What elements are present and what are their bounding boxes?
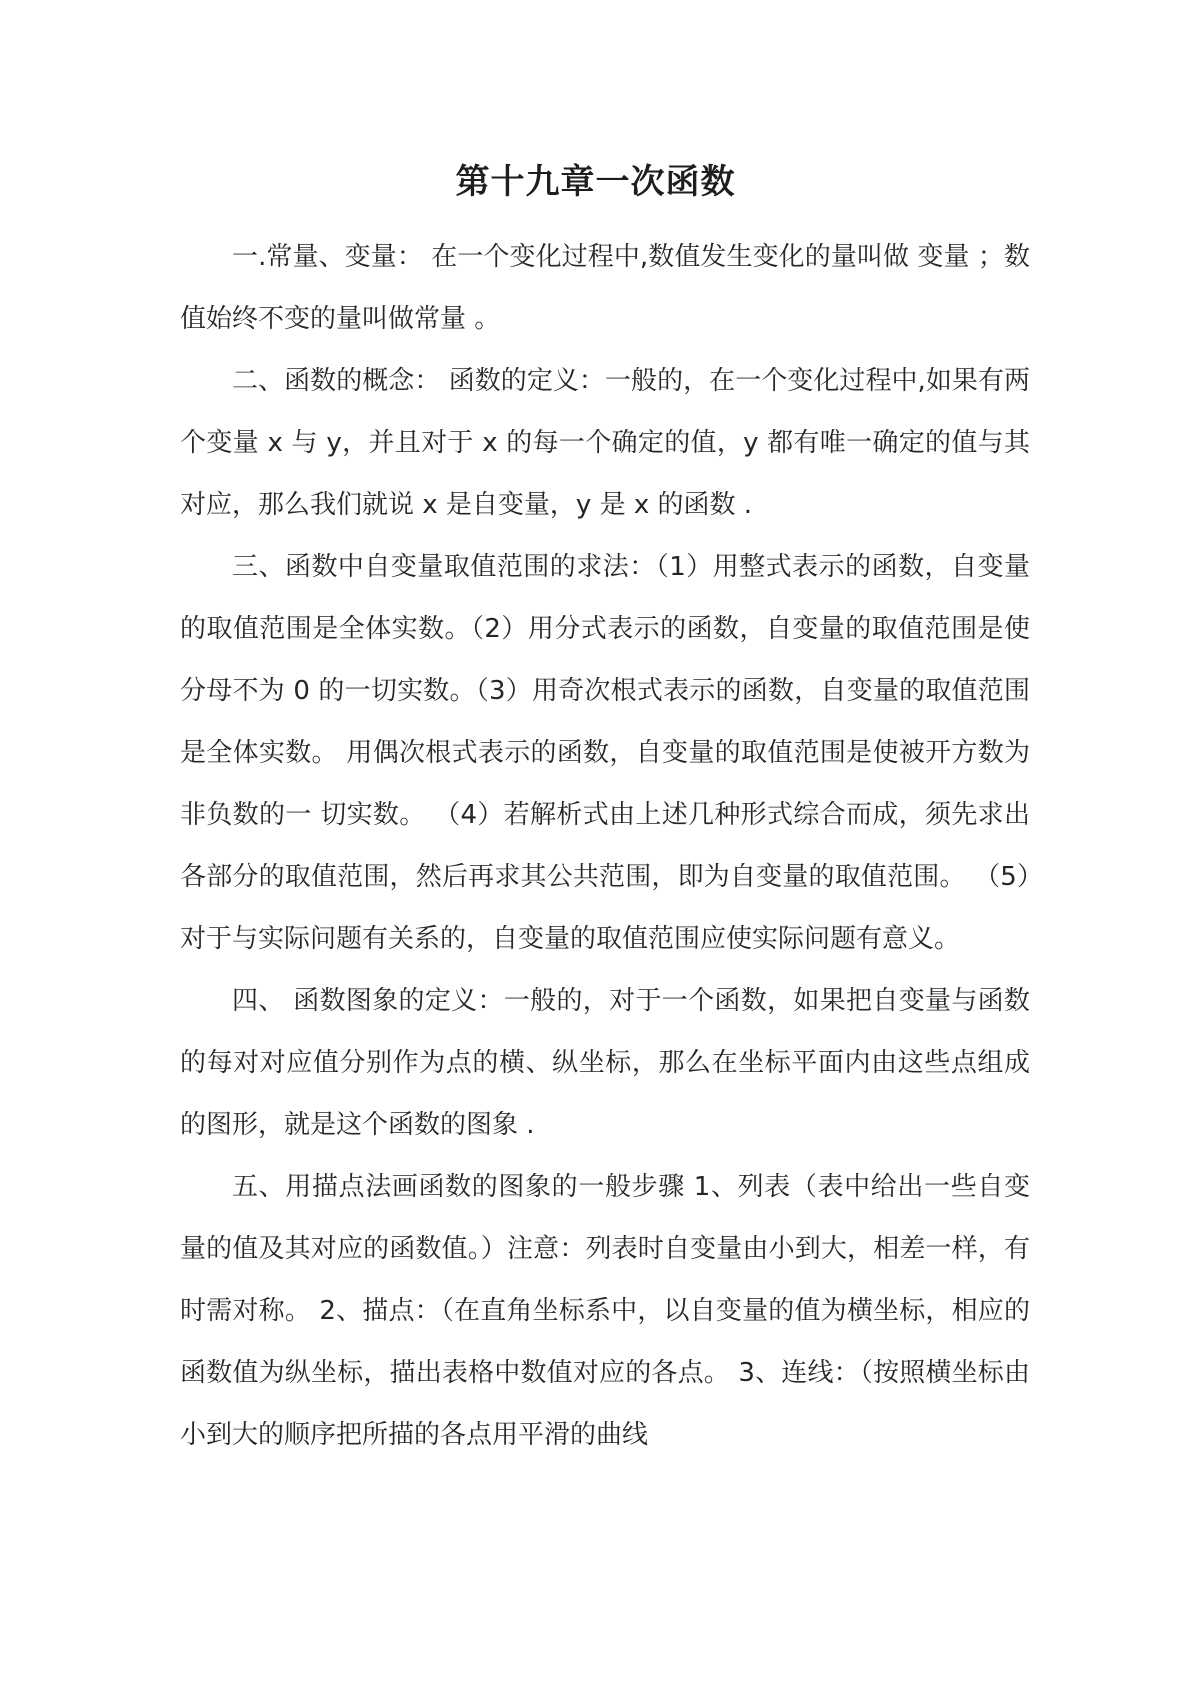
paragraph-constants-variables: 一.常量、变量： 在一个变化过程中,数值发生变化的量叫做 变量 ；数值始终不变的量叫做常量 。 (180, 242, 1030, 334)
paragraph-domain-methods: 三、函数中自变量取值范围的求法：（1）用整式表示的函数，自变量的取值范围是全体实数。（2）用分式表示的函数，自变量的取值范围是使分母不为 0 的一切实数。（3）用奇次根式表示的函数，自变量的取值范围是全体实数。 用偶次根式表示的函数，自变量的取值范围是使被开方数为非负数的一 切实数。 （4）若解析式由上述几种形式综合而成，须先求出各部分的取值范围，然后再求其公共范围，即为自变量的取值范围。 （5）对于与实际问题有关系的，自变量的取值范围应使实际问题有意义。 (180, 552, 1030, 954)
paragraph-plotting-steps: 五、用描点法画函数的图象的一般步骤 1、列表（表中给出一些自变量的值及其对应的函数值。）注意：列表时自变量由小到大，相差一样，有时需对称。 2、描点：（在直角坐标系中，以自变量的值为横坐标，相应的函数值为纵坐标，描出表格中数值对应的各点。 3、连线：（按照横坐标由小到大的顺序把所描的各点用平滑的曲线 (180, 1172, 1030, 1450)
paragraph-function-graph-definition: 四、 函数图象的定义：一般的，对于一个函数，如果把自变量与函数的每对对应值分别作为点的横、纵坐标，那么在坐标平面内由这些点组成的图形，就是这个函数的图象 . (180, 986, 1030, 1140)
document-body (180, 226, 1030, 1466)
document-title: 第十九章一次函数 (455, 162, 736, 202)
paragraph-function-concept: 二、函数的概念： 函数的定义：一般的，在一个变化过程中,如果有两个变量 x 与 y，并且对于 x 的每一个确定的值，y 都有唯一确定的值与其对应，那么我们就说 x 是自变量，y 是 x 的函数 . (180, 366, 1030, 520)
